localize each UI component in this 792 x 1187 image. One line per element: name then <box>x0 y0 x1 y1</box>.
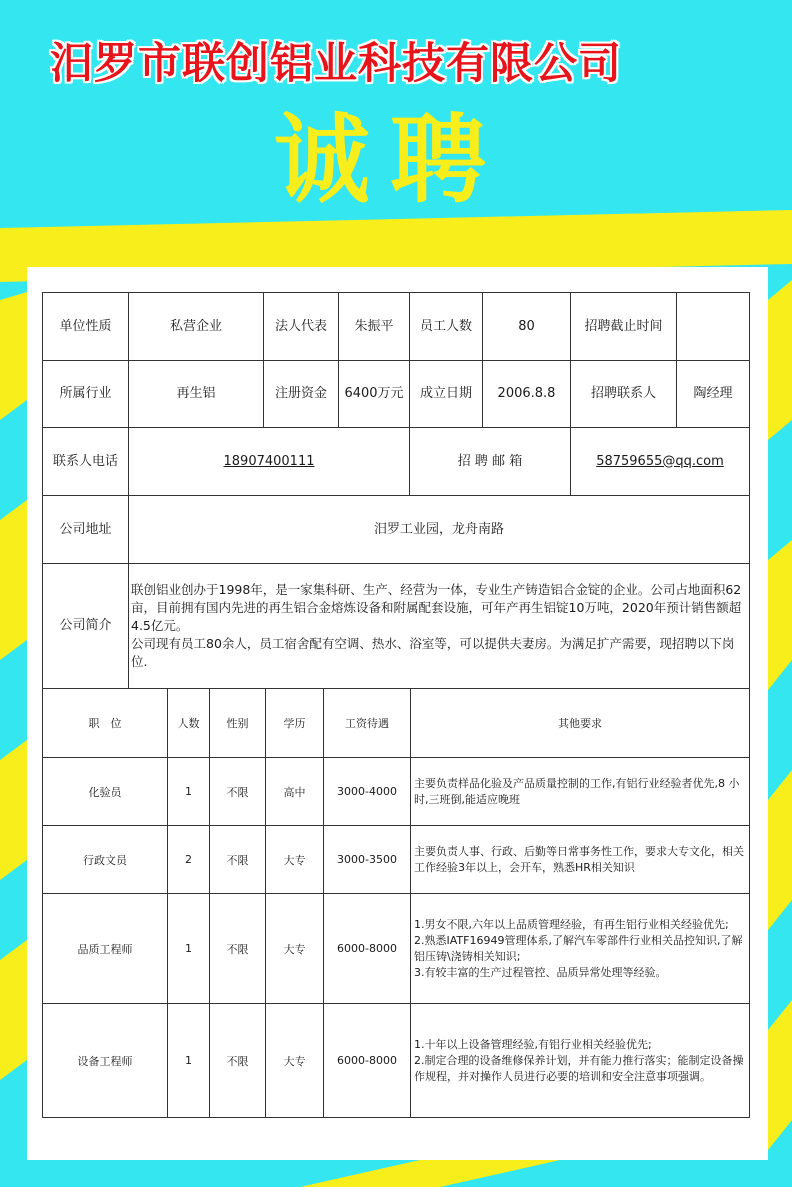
header-requirements: 其他要求 <box>411 689 750 758</box>
job-salary: 3000-3500 <box>324 826 411 894</box>
job-count: 1 <box>168 894 210 1004</box>
requirement-line: 主要负责人事、行政、后勤等日常事务性工作，要求大专文化，相关工作经验3年以上，会开车，熟悉HR相关知识 <box>414 844 744 874</box>
founded-label: 成立日期 <box>410 361 483 428</box>
requirement-line: 1.十年以上设备管理经验,有铝行业相关经验优先; <box>414 1037 652 1051</box>
contact-value: 陶经理 <box>677 361 750 428</box>
phone-value[interactable] <box>129 428 410 496</box>
email-link[interactable]: 58759655@qq.com <box>596 453 724 469</box>
requirement-line: 2.制定合理的设备维修保养计划，并有能力推行落实；能制定设备操作规程，并对操作人员进行必要的培训和安全注意事项强调。 <box>414 1053 744 1083</box>
job-gender: 不限 <box>210 758 266 826</box>
jobs-header-row <box>43 689 750 758</box>
unit-nature-value: 私营企业 <box>129 293 264 361</box>
industry-label: 所属行业 <box>43 361 129 428</box>
company-name: 汨罗市联创铝业科技有限公司 <box>50 39 622 89</box>
job-row <box>43 758 750 826</box>
job-salary: 6000-8000 <box>324 894 411 1004</box>
headline-hiring: 诚聘 <box>274 104 506 216</box>
info-row-2 <box>43 361 750 428</box>
info-row-5 <box>43 564 750 689</box>
requirement-line: 3.有较丰富的生产过程管控、品质异常处理等经验。 <box>414 965 667 979</box>
job-requirements <box>411 758 750 826</box>
email-value[interactable] <box>571 428 750 496</box>
intro-label: 公司简介 <box>43 564 129 689</box>
address-value: 汨罗工业园，龙舟南路 <box>129 496 750 564</box>
deadline-value <box>677 293 750 361</box>
phone-label: 联系人电话 <box>43 428 129 496</box>
requirement-line: 1.男女不限,六年以上品质管理经验，有再生铝行业相关经验优先; <box>414 917 729 931</box>
reg-capital-value: 6400万元 <box>339 361 410 428</box>
job-row <box>43 894 750 1004</box>
address-label: 公司地址 <box>43 496 129 564</box>
contact-label: 招聘联系人 <box>571 361 677 428</box>
job-row <box>43 1004 750 1118</box>
intro-value <box>129 564 750 689</box>
job-count: 1 <box>168 758 210 826</box>
job-requirements <box>411 826 750 894</box>
job-gender: 不限 <box>210 826 266 894</box>
jobs-table <box>42 688 750 1118</box>
staff-count-value: 80 <box>483 293 571 361</box>
reg-capital-label: 注册资金 <box>264 361 339 428</box>
header-position: 职 位 <box>43 689 168 758</box>
header-salary: 工资待遇 <box>324 689 411 758</box>
info-row-3 <box>43 428 750 496</box>
job-salary: 3000-4000 <box>324 758 411 826</box>
email-label: 招 聘 邮 箱 <box>410 428 571 496</box>
requirement-line: 2.熟悉IATF16949管理体系,了解汽车零部件行业相关品控知识,了解铝压铸\浇铸相关知识; <box>414 933 743 963</box>
industry-value: 再生铝 <box>129 361 264 428</box>
job-requirements <box>411 1004 750 1118</box>
phone-link[interactable]: 18907400111 <box>223 453 315 469</box>
job-position: 品质工程师 <box>43 894 168 1004</box>
job-count: 1 <box>168 1004 210 1118</box>
intro-paragraph-1: 联创铝业创办于1998年，是一家集科研、生产、经营为一体，专业生产铸造铝合金锭的企业。公司占地面积62亩，目前拥有国内先进的再生铝合金熔炼设备和附属配套设施，可年产再生铝锭10万吨，2020年预计销售额超4.5亿元。 <box>131 582 742 633</box>
info-row-4 <box>43 496 750 564</box>
deadline-label: 招聘截止时间 <box>571 293 677 361</box>
job-position: 行政文员 <box>43 826 168 894</box>
job-salary: 6000-8000 <box>324 1004 411 1118</box>
header-gender: 性别 <box>210 689 266 758</box>
requirement-line: 主要负责样品化验及产品质量控制的工作,有铝行业经验者优先,8 小时,三班倒,能适应晚班 <box>414 776 740 806</box>
job-gender: 不限 <box>210 894 266 1004</box>
header-education: 学历 <box>266 689 324 758</box>
founded-value: 2006.8.8 <box>483 361 571 428</box>
legal-rep-label: 法人代表 <box>264 293 339 361</box>
job-count: 2 <box>168 826 210 894</box>
header-count: 人数 <box>168 689 210 758</box>
job-education: 高中 <box>266 758 324 826</box>
job-position: 设备工程师 <box>43 1004 168 1118</box>
info-row-1 <box>43 293 750 361</box>
job-education: 大专 <box>266 894 324 1004</box>
intro-paragraph-2: 公司现有员工80余人，员工宿舍配有空调、热水、浴室等，可以提供夫妻房。为满足扩产需要，现招聘以下岗位. <box>131 636 735 669</box>
job-education: 大专 <box>266 826 324 894</box>
unit-nature-label: 单位性质 <box>43 293 129 361</box>
job-position: 化验员 <box>43 758 168 826</box>
job-requirements <box>411 894 750 1004</box>
job-row <box>43 826 750 894</box>
job-education: 大专 <box>266 1004 324 1118</box>
legal-rep-value: 朱振平 <box>339 293 410 361</box>
job-gender: 不限 <box>210 1004 266 1118</box>
company-info-table <box>42 292 750 689</box>
staff-count-label: 员工人数 <box>410 293 483 361</box>
